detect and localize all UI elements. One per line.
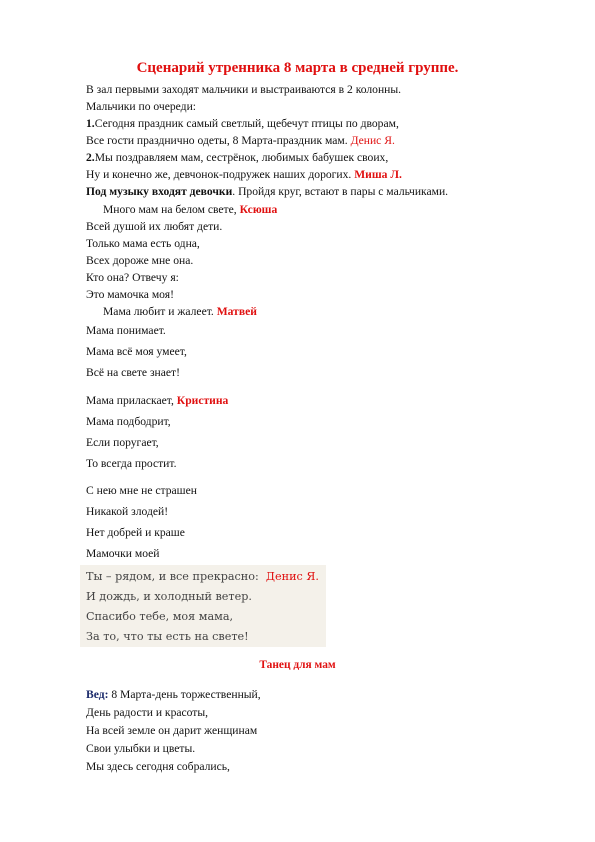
text: Мамочки моей [86,547,160,560]
speaker-name: Миша Л. [354,168,402,181]
text-line [86,505,168,519]
speaker-name: Денис Я. [265,570,319,583]
text: Это мамочка моя! [86,288,174,301]
text-line [86,415,171,429]
text: Мама подбодрит, [86,415,171,428]
text-line [86,394,228,408]
text-line [86,590,252,604]
speaker-name: Ксюша [239,203,278,216]
text-line [86,706,208,720]
text: Мы здесь сегодня собрались, [86,760,230,773]
text-line [86,185,448,199]
text-line [103,305,257,319]
text-line [86,366,180,380]
text-line [86,724,257,738]
text-line [86,570,319,584]
text-line [86,288,174,302]
text: Ты – рядом, и все прекрасно: [86,570,259,583]
text: Ну и конечно же, девчонок-подружек наших дорогих. [86,168,352,181]
speaker-label: Вед: [86,688,109,701]
text: Мама приласкает, [86,394,174,407]
text: Нет добрей и краше [86,526,185,539]
text: С нею мне не страшен [86,484,197,497]
text-line [103,203,277,217]
speaker-name: Денис Я. [350,134,395,147]
text: Спасибо тебе, моя мама, [86,610,234,623]
section-heading: Танец для мам [259,659,336,671]
list-number: 2. [86,151,95,164]
text: Мы поздравляем мам, сестрёнок, любимых бабушек своих, [94,151,389,164]
text-line [86,547,159,561]
text-line [86,117,399,131]
text-line [86,324,166,338]
text: Мама понимает. [86,324,166,337]
text: То всегда простит. [86,457,177,470]
text: Если поругает, [86,436,159,449]
text-line [86,220,222,234]
text-line [86,237,200,251]
list-number: 1. [86,117,95,130]
text-line [86,760,230,774]
text: Всех дороже мне она. [86,254,194,267]
text-line [86,688,261,702]
text: 8 Марта-день торжественный, [108,688,261,701]
text-line [86,610,233,624]
text-line [86,254,193,268]
text: Все гости празднично одеты, 8 Марта-праздник мам. [86,134,348,147]
text-line [86,457,176,471]
text: Мама любит и жалеет. [103,305,214,318]
text: Только мама есть одна, [86,237,200,250]
text-line [86,630,249,644]
text-line [86,436,159,450]
text: Мама всё моя умеет, [86,345,187,358]
text-line [86,345,187,359]
text: За то, что ты есть на свете! [86,630,249,643]
text: Свои улыбки и цветы. [86,742,196,755]
text: День радости и красоты, [86,706,209,719]
text: И дождь, и холодный ветер. [86,590,252,603]
text: Всей душой их любят дети. [86,220,223,233]
text: В зал первыми заходят мальчики и выстраиваются в 2 колонны. [86,83,402,96]
speaker-name: Матвей [216,305,257,318]
text: Сегодня праздник самый светлый, щебечут птицы по дворам, [94,117,399,130]
text-line [86,271,179,285]
document-title: Сценарий утренника 8 марта в средней группе. [136,60,459,76]
text-line [86,168,402,182]
text-line [86,526,185,540]
text-line [86,134,395,148]
text-line [86,83,401,97]
text: На всей земле он дарит женщинам [86,724,258,737]
text: Кто она? Отвечу я: [86,271,179,284]
text: Никакой злодей! [86,505,169,518]
text-line [86,484,197,498]
text: . Пройдя круг, встают в пары с мальчиками. [232,185,449,198]
text-line [86,742,195,756]
text: Много мам на белом свете, [103,203,237,216]
text: Мальчики по очереди: [86,100,197,113]
speaker-name: Кристина [176,394,229,407]
stage-direction: Под музыку входят девочки [86,185,233,198]
text-line [86,151,388,165]
text-line [86,100,196,114]
text: Всё на свете знает! [86,366,180,379]
